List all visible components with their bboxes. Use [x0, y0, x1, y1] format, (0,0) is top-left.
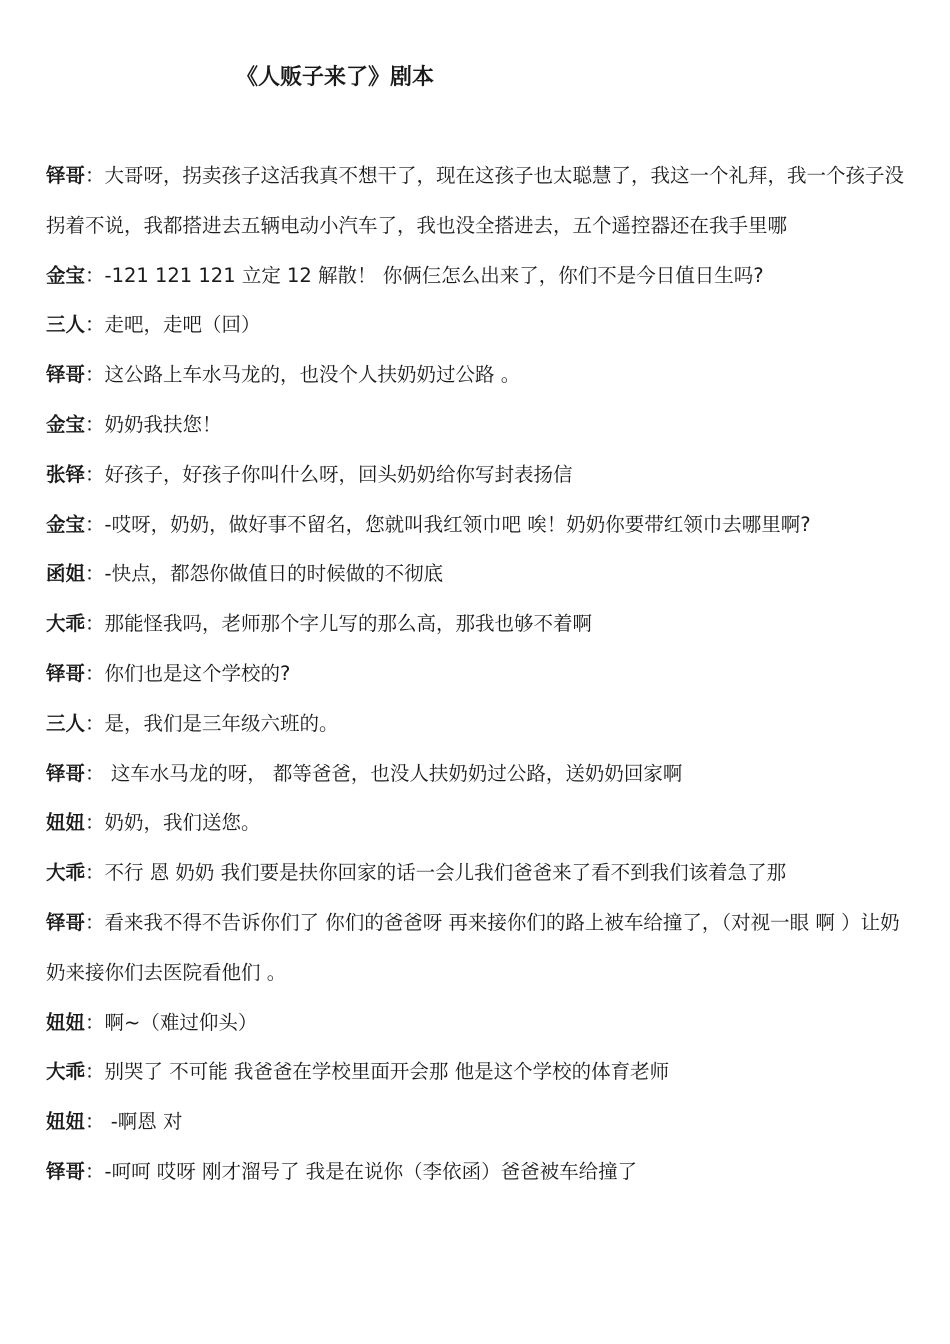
dialogue-line — [46, 500, 906, 550]
script-body — [46, 151, 906, 1197]
dialogue-line — [46, 649, 906, 699]
dialogue-line — [46, 1097, 906, 1147]
speaker-separator: ： — [85, 711, 105, 735]
speaker-name: 大乖 — [46, 1060, 86, 1084]
dialogue-line — [46, 798, 906, 848]
dialogue-text: -哎呀，奶奶，做好事不留名，您就叫我红领巾吧 唉！奶奶你要带红领巾去哪里啊? — [104, 512, 811, 536]
dialogue-text: 那能怪我吗，老师那个字儿写的那么高，那我也够不着啊 — [104, 612, 593, 636]
speaker-separator: ： — [85, 1010, 105, 1034]
speaker-separator: ： — [85, 412, 105, 436]
dialogue-line — [46, 350, 906, 400]
dialogue-line — [46, 848, 906, 898]
speaker-separator: ： — [85, 1159, 105, 1183]
dialogue-text: -121 121 121 立定 12 解散！ 你俩仨怎么出来了，你们不是今日值日生吗? — [104, 263, 764, 287]
speaker-name: 大乖 — [46, 861, 86, 885]
dialogue-line — [46, 1147, 906, 1197]
speaker-name: 铎哥 — [46, 363, 86, 387]
speaker-separator: ： — [85, 761, 105, 785]
dialogue-text: 不行 恩 奶奶 我们要是扶你回家的话一会儿我们爸爸来了看不到我们该着急了那 — [104, 861, 787, 885]
speaker-name: 金宝 — [46, 263, 86, 287]
dialogue-text: 奶奶，我们送您。 — [104, 811, 261, 835]
speaker-separator: ： — [85, 363, 105, 387]
speaker-name: 三人 — [46, 711, 86, 735]
dialogue-line — [46, 599, 906, 649]
dialogue-text: 好孩子，好孩子你叫什么呀，回头奶奶给你写封表扬信 — [104, 462, 573, 486]
dialogue-text: 啊~（难过仰头） — [104, 1010, 258, 1034]
speaker-separator: ： — [85, 861, 105, 885]
speaker-name: 金宝 — [46, 412, 86, 436]
dialogue-text: 这公路上车水马龙的，也没个人扶奶奶过公路 。 — [104, 363, 521, 387]
speaker-separator: ： — [85, 512, 105, 536]
speaker-name: 大乖 — [46, 612, 86, 636]
speaker-name: 铎哥 — [46, 761, 86, 785]
dialogue-text: -呵呵 哎呀 刚才溜号了 我是在说你（李依函）爸爸被车给撞了 — [104, 1159, 638, 1183]
speaker-name: 妞妞 — [46, 1010, 86, 1034]
dialogue-line — [46, 549, 906, 599]
speaker-separator: ： — [85, 263, 105, 287]
speaker-name: 铎哥 — [46, 1159, 86, 1183]
dialogue-line — [46, 998, 906, 1048]
speaker-name: 三人 — [46, 313, 86, 337]
speaker-separator: ： — [85, 1060, 105, 1084]
dialogue-line — [46, 699, 906, 749]
dialogue-text: -啊恩 对 — [104, 1110, 183, 1134]
dialogue-text: 你们也是这个学校的? — [104, 661, 291, 685]
speaker-name: 铎哥 — [46, 164, 86, 187]
speaker-name: 妞妞 — [46, 811, 86, 835]
dialogue-text: 别哭了 不可能 我爸爸在学校里面开会那 他是这个学校的体育老师 — [104, 1060, 670, 1084]
speaker-name: 函姐 — [46, 562, 86, 586]
speaker-name: 张铎 — [46, 462, 86, 486]
dialogue-text: 是，我们是三年级六班的。 — [104, 711, 339, 735]
dialogue-text: 走吧，走吧（回） — [104, 313, 261, 337]
dialogue-line — [46, 898, 906, 998]
dialogue-line — [46, 151, 906, 251]
dialogue-line — [46, 450, 906, 500]
speaker-separator: ： — [85, 562, 105, 586]
speaker-name: 金宝 — [46, 512, 86, 536]
dialogue-line — [46, 400, 906, 450]
speaker-name: 铎哥 — [46, 910, 86, 934]
dialogue-text: -快点，都怨你做值日的时候做的不彻底 — [104, 562, 444, 586]
dialogue-line — [46, 749, 906, 799]
dialogue-text: 奶奶我扶您！ — [104, 412, 222, 436]
speaker-separator: ： — [85, 164, 105, 187]
speaker-separator: ： — [85, 1110, 105, 1134]
speaker-name: 铎哥 — [46, 661, 86, 685]
dialogue-text: 大哥呀，拐卖孩子这活我真不想干了，现在这孩子也太聪慧了，我这一个礼拜，我一个孩子没拐着不说，我都搭进去五辆电动小汽车了，我也没全搭进去，五个遥控器还在我手里哪 — [46, 164, 905, 237]
speaker-separator: ： — [85, 313, 105, 337]
speaker-separator: ： — [85, 661, 105, 685]
dialogue-text: 看来我不得不告诉你们了 你们的爸爸呀 再来接你们的路上被车给撞了，（对视一眼 啊 ）让奶奶来接你们去医院看他们 。 — [46, 910, 900, 984]
speaker-separator: ： — [85, 462, 105, 486]
speaker-name: 妞妞 — [46, 1110, 86, 1134]
document-title: 《人贩子来了》剧本 — [236, 65, 435, 90]
dialogue-line — [46, 300, 906, 350]
speaker-separator: ： — [85, 910, 105, 934]
dialogue-line — [46, 1047, 906, 1097]
dialogue-line — [46, 251, 906, 301]
speaker-separator: ： — [85, 811, 105, 835]
dialogue-text: 这车水马龙的呀， 都等爸爸，也没人扶奶奶过公路，送奶奶回家啊 — [104, 761, 683, 785]
speaker-separator: ： — [85, 612, 105, 636]
